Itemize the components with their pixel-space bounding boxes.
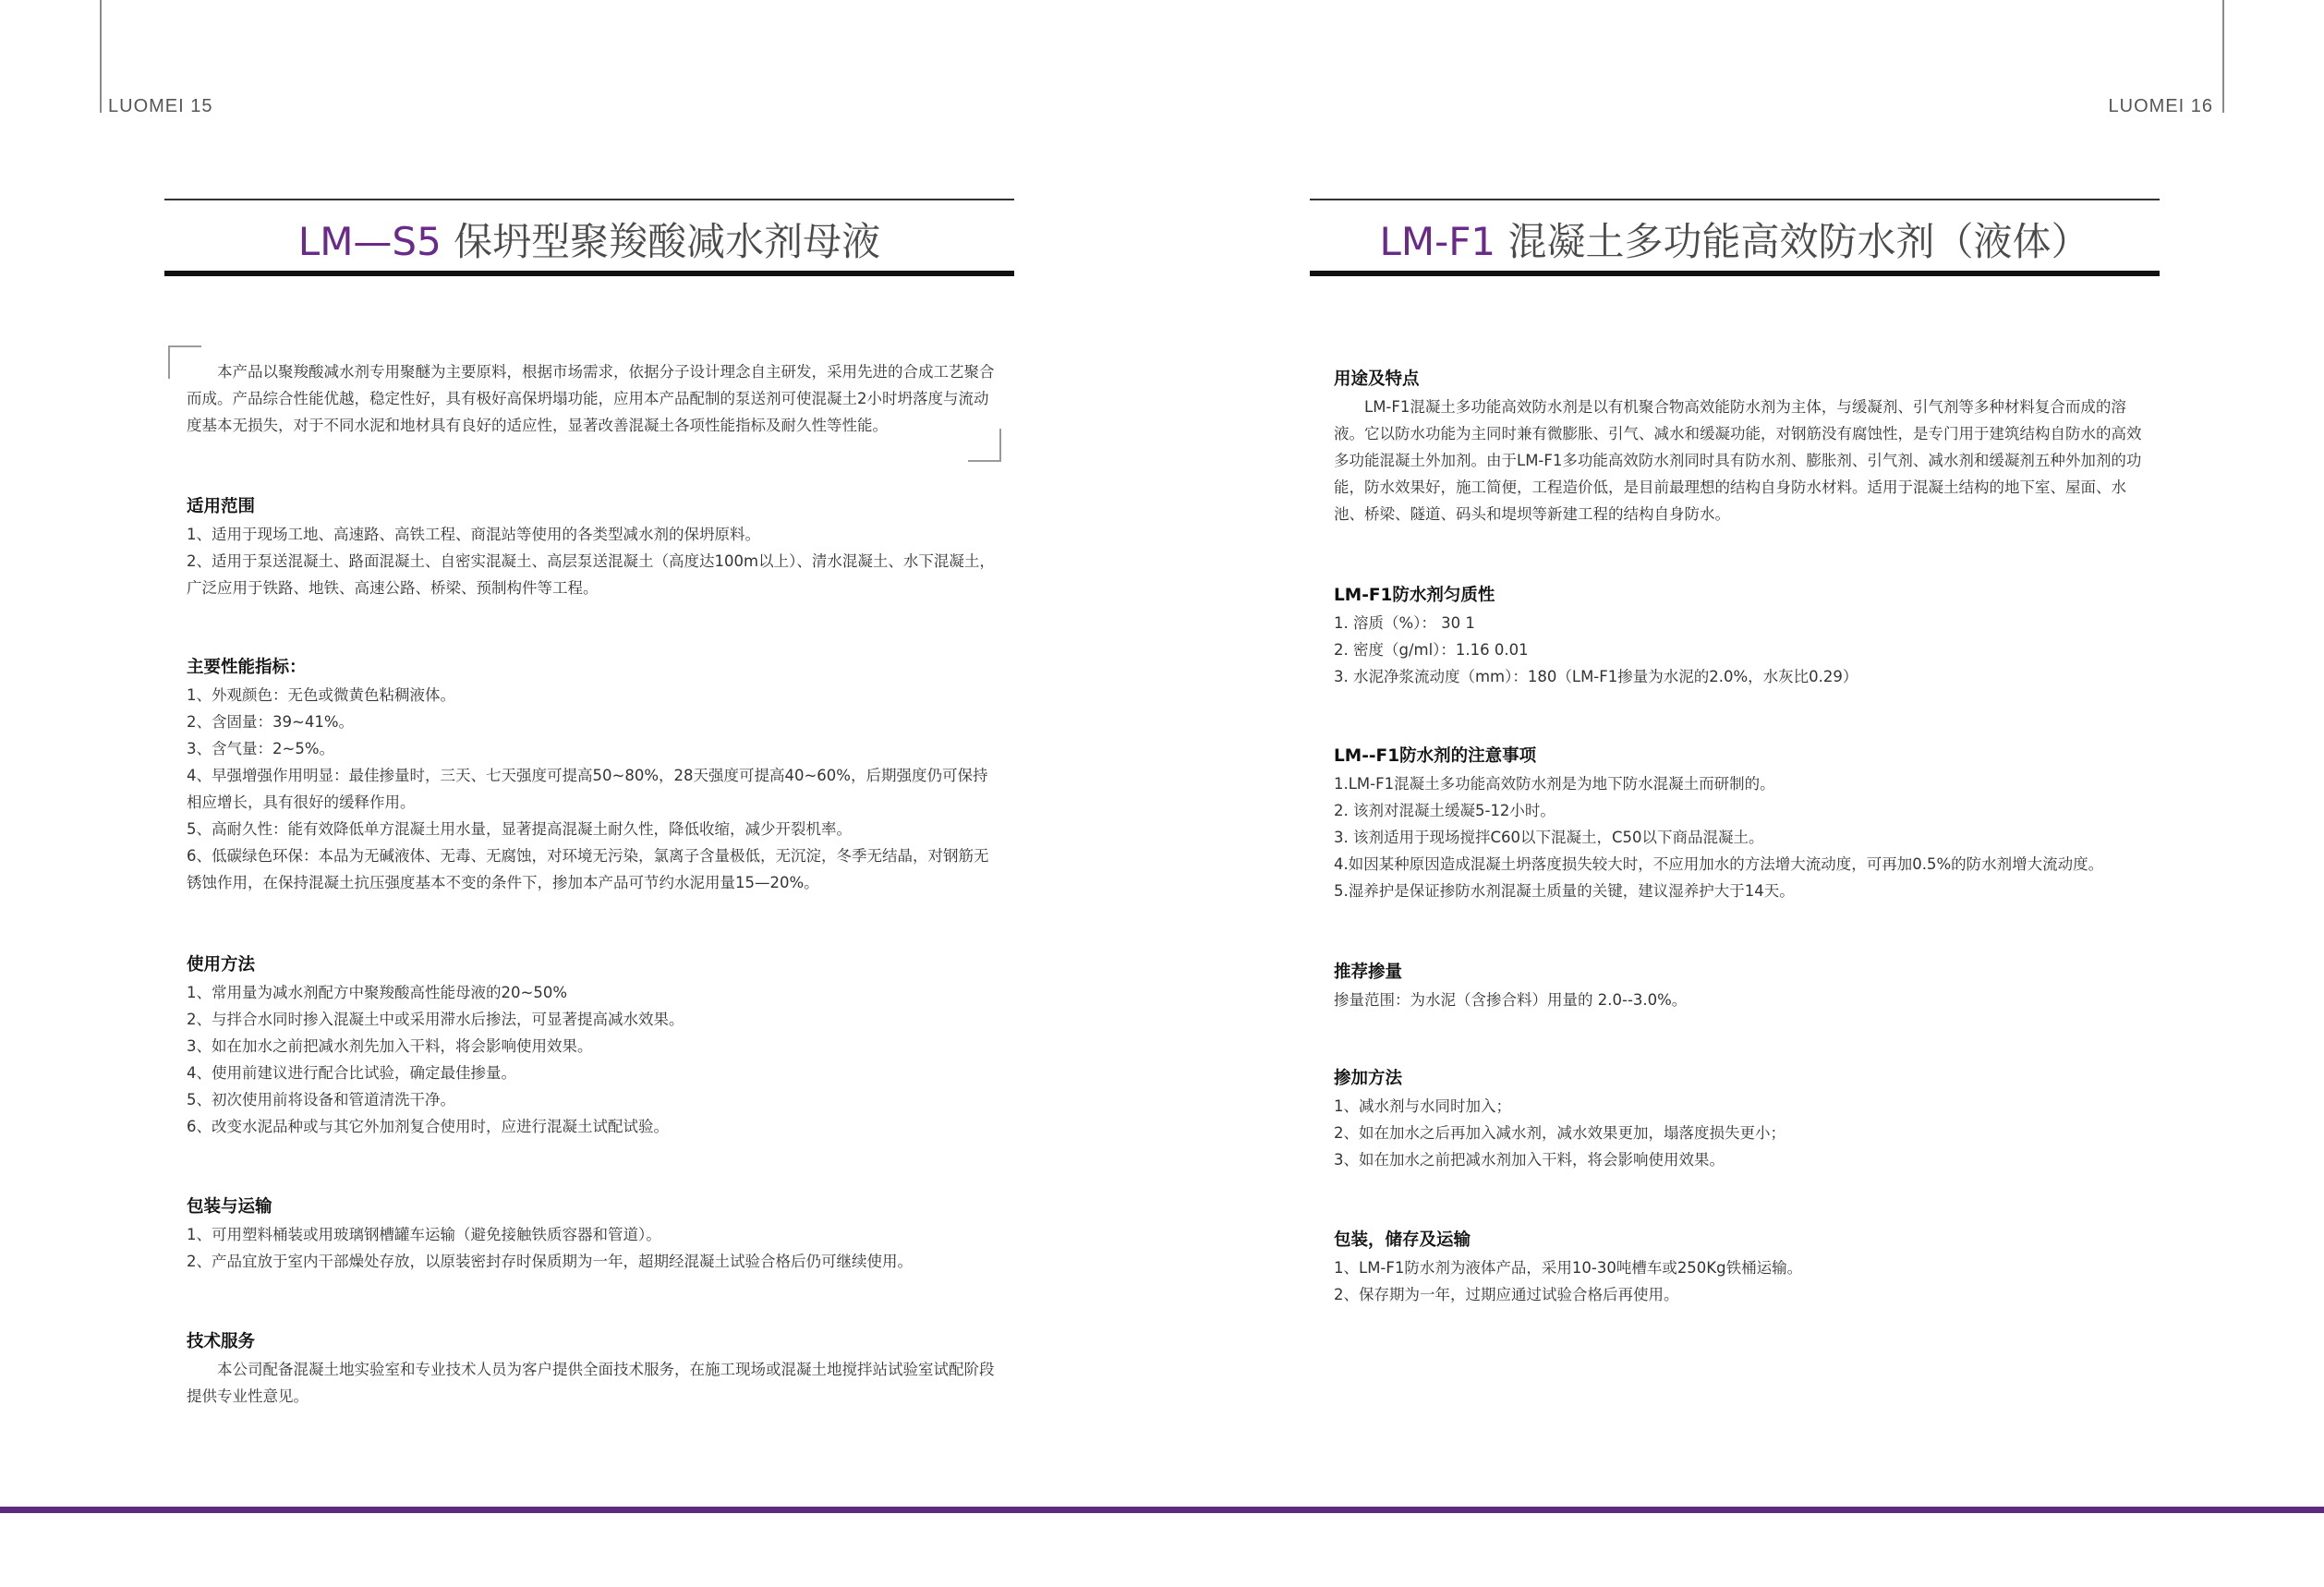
product-name: 混凝土多功能高效防水剂（液体） bbox=[1495, 219, 2090, 264]
section-packaging bbox=[187, 1193, 999, 1275]
page-number: LUOMEI 15 bbox=[108, 96, 213, 116]
section-storage bbox=[1334, 1227, 2147, 1308]
title-rule-top bbox=[164, 199, 1014, 200]
section-line: 6、低碳绿色环保：本品为无碱液体、无毒、无腐蚀，对环境无污染，氯离子含量极低，无沉淀，冬季无结晶，对钢筋无锈蚀作用，在保持混凝土抗压强度基本不变的条件下，掺加本产品可节约水泥用量15—20%。 bbox=[187, 847, 989, 891]
title-rule-bottom bbox=[1310, 271, 2160, 276]
section-line: 4、使用前建议进行配合比试验，确定最佳掺量。 bbox=[187, 1064, 516, 1082]
section-dosing-method bbox=[1334, 1065, 2147, 1173]
section-line: 3、如在加水之前把减水剂加入干料，将会影响使用效果。 bbox=[1334, 1151, 1725, 1169]
section-scope bbox=[187, 493, 999, 601]
section-line: 2、与拌合水同时掺入混凝土中或采用滞水后掺法，可显著提高减水效果。 bbox=[187, 1011, 684, 1028]
title-rule-top bbox=[1310, 199, 2160, 200]
section-line: 2、含固量：39~41%。 bbox=[187, 713, 354, 731]
section-performance bbox=[187, 654, 999, 896]
section-line: 3. 该剂适用于现场搅拌C60以下混凝土，C50以下商品混凝土。 bbox=[1334, 829, 1764, 846]
page-title bbox=[164, 216, 1014, 268]
section-line: 掺量范围：为水泥（含掺合料）用量的 2.0--3.0%。 bbox=[1334, 991, 1688, 1009]
section-line: 2、产品宜放于室内干部燥处存放，以原装密封存时保质期为一年，超期经混凝土试验合格后仍可继续使用。 bbox=[187, 1253, 913, 1270]
section-line: 2、保存期为一年，过期应通过试验合格后再使用。 bbox=[1334, 1286, 1679, 1303]
section-heading: 掺加方法 bbox=[1334, 1069, 1403, 1088]
section-heading: LM-F1防水剂匀质性 bbox=[1334, 586, 1495, 605]
section-line: 1、外观颜色：无色或微黄色粘稠液体。 bbox=[187, 686, 455, 704]
section-line: 2. 该剂对混凝土缓凝5-12小时。 bbox=[1334, 802, 1555, 819]
section-line: 本公司配备混凝土地实验室和专业技术人员为客户提供全面技术服务，在施工现场或混凝土地搅拌站试验室试配阶段提供专业性意见。 bbox=[187, 1361, 995, 1405]
section-heading: LM--F1防水剂的注意事项 bbox=[1334, 746, 1537, 766]
page-title bbox=[1310, 216, 2160, 268]
section-homogeneity bbox=[1334, 582, 2147, 690]
section-heading: 使用方法 bbox=[187, 955, 256, 975]
section-heading: 推荐掺量 bbox=[1334, 963, 1403, 982]
section-line: 1.LM-F1混凝土多功能高效防水剂是为地下防水混凝土而研制的。 bbox=[1334, 775, 1775, 793]
quote-corner-bottom-right bbox=[968, 429, 1001, 462]
section-line: 1、适用于现场工地、高速路、高铁工程、商混站等使用的各类型减水剂的保坍原料。 bbox=[187, 526, 760, 543]
right-page bbox=[1162, 0, 2324, 1587]
page-edge-line bbox=[2222, 0, 2224, 113]
section-line: 1、可用塑料桶装或用玻璃钢槽罐车运输（避免接触铁质容器和管道）。 bbox=[187, 1226, 661, 1243]
section-line: 4、早强增强作用明显：最佳掺量时，三天、七天强度可提高50~80%，28天强度可提高40~60%，后期强度仍可保持相应增长，具有很好的缓释作用。 bbox=[187, 767, 988, 811]
section-usage bbox=[187, 951, 999, 1140]
section-line: 5.湿养护是保证掺防水剂混凝土质量的关键，建议湿养护大于14天。 bbox=[1334, 882, 1795, 900]
section-dosage bbox=[1334, 959, 2147, 1013]
section-precautions bbox=[1334, 743, 2147, 904]
section-line: 4.如因某种原因造成混凝土坍落度损失较大时，不应用加水的方法增大流动度，可再加0.5%的防水剂增大流动度。 bbox=[1334, 855, 2104, 873]
section-line: 3、含气量：2~5%。 bbox=[187, 740, 334, 757]
section-heading: 包装，储存及运输 bbox=[1334, 1230, 1471, 1250]
section-line: 3. 水泥净浆流动度（mm）：180（LM-F1掺量为水泥的2.0%，水灰比0.29） bbox=[1334, 668, 1858, 685]
product-code: LM—S5 bbox=[297, 219, 442, 264]
title-rule-bottom bbox=[164, 271, 1014, 276]
product-name: 保坍型聚羧酸减水剂母液 bbox=[441, 219, 881, 264]
section-line: 1、减水剂与水同时加入； bbox=[1334, 1097, 1511, 1115]
section-line: 5、初次使用前将设备和管道清洗干净。 bbox=[187, 1091, 455, 1108]
section-tech-service bbox=[187, 1328, 999, 1410]
section-heading: 包装与运输 bbox=[187, 1197, 272, 1217]
section-heading: 适用范围 bbox=[187, 497, 256, 516]
section-line: 2. 密度（g/ml）：1.16 0.01 bbox=[1334, 641, 1529, 659]
product-code: LM-F1 bbox=[1379, 219, 1496, 264]
section-heading: 用途及特点 bbox=[1334, 369, 1420, 389]
section-line: 2、适用于泵送混凝土、路面混凝土、自密实混凝土、高层泵送混凝土（高度达100m以上）、清水混凝土、水下混凝土，广泛应用于铁路、地铁、高速公路、桥梁、预制构件等工程。 bbox=[187, 552, 995, 597]
section-heading: 主要性能指标： bbox=[187, 658, 307, 677]
page-edge-line bbox=[100, 0, 102, 113]
section-line: 1、常用量为减水剂配方中聚羧酸高性能母液的20~50% bbox=[187, 984, 567, 1001]
section-line: LM-F1混凝土多功能高效防水剂是以有机聚合物高效能防水剂为主体，与缓凝剂、引气剂等多种材料复合而成的溶液。它以防水功能为主同时兼有微膨胀、引气、减水和缓凝功能，对钢筋没有腐蚀性，是专门用于建筑结构自防水的高效多功能混凝土外加剂。由于LM-F1多功能高效防水剂同时具有防水剂、膨胀剂、引气剂、减水剂和缓凝剂五种外加剂的功能，防水效果好，施工简便，工程造价低，是目前最理想的结构自身防水材料。适用于混凝土结构的地下室、屋面、水池、桥梁、隧道、码头和堤坝等新建工程的结构自身防水。 bbox=[1334, 398, 2142, 523]
section-line: 3、如在加水之前把减水剂先加入干料，将会影响使用效果。 bbox=[187, 1037, 593, 1055]
section-heading: 技术服务 bbox=[187, 1332, 256, 1351]
page-number: LUOMEI 16 bbox=[2108, 96, 2213, 116]
section-features bbox=[1334, 366, 2147, 527]
bottom-accent-bar bbox=[0, 1507, 2324, 1513]
section-line: 1. 溶质（%）： 30 1 bbox=[1334, 614, 1475, 632]
section-line: 6、改变水泥品种或与其它外加剂复合使用时，应进行混凝土试配试验。 bbox=[187, 1118, 669, 1135]
section-line: 5、高耐久性：能有效降低单方混凝土用水量，显著提高混凝土耐久性，降低收缩，减少开裂机率。 bbox=[187, 820, 852, 838]
intro-paragraph: 本产品以聚羧酸减水剂专用聚醚为主要原料，根据市场需求，依据分子设计理念自主研发，采用先进的合成工艺聚合而成。产品综合性能优越，稳定性好，具有极好高保坍塌功能，应用本产品配制的泵送剂可使混凝土2小时坍落度与流动度基本无损失，对于不同水泥和地材具有良好的适应性，显著改善混凝土各项性能指标及耐久性等性能。 bbox=[187, 363, 995, 434]
section-line: 1、LM-F1防水剂为液体产品，采用10-30吨槽车或250Kg铁桶运输。 bbox=[1334, 1259, 1803, 1277]
section-line: 2、如在加水之后再加入减水剂，减水效果更加，塌落度损失更小； bbox=[1334, 1124, 1785, 1142]
